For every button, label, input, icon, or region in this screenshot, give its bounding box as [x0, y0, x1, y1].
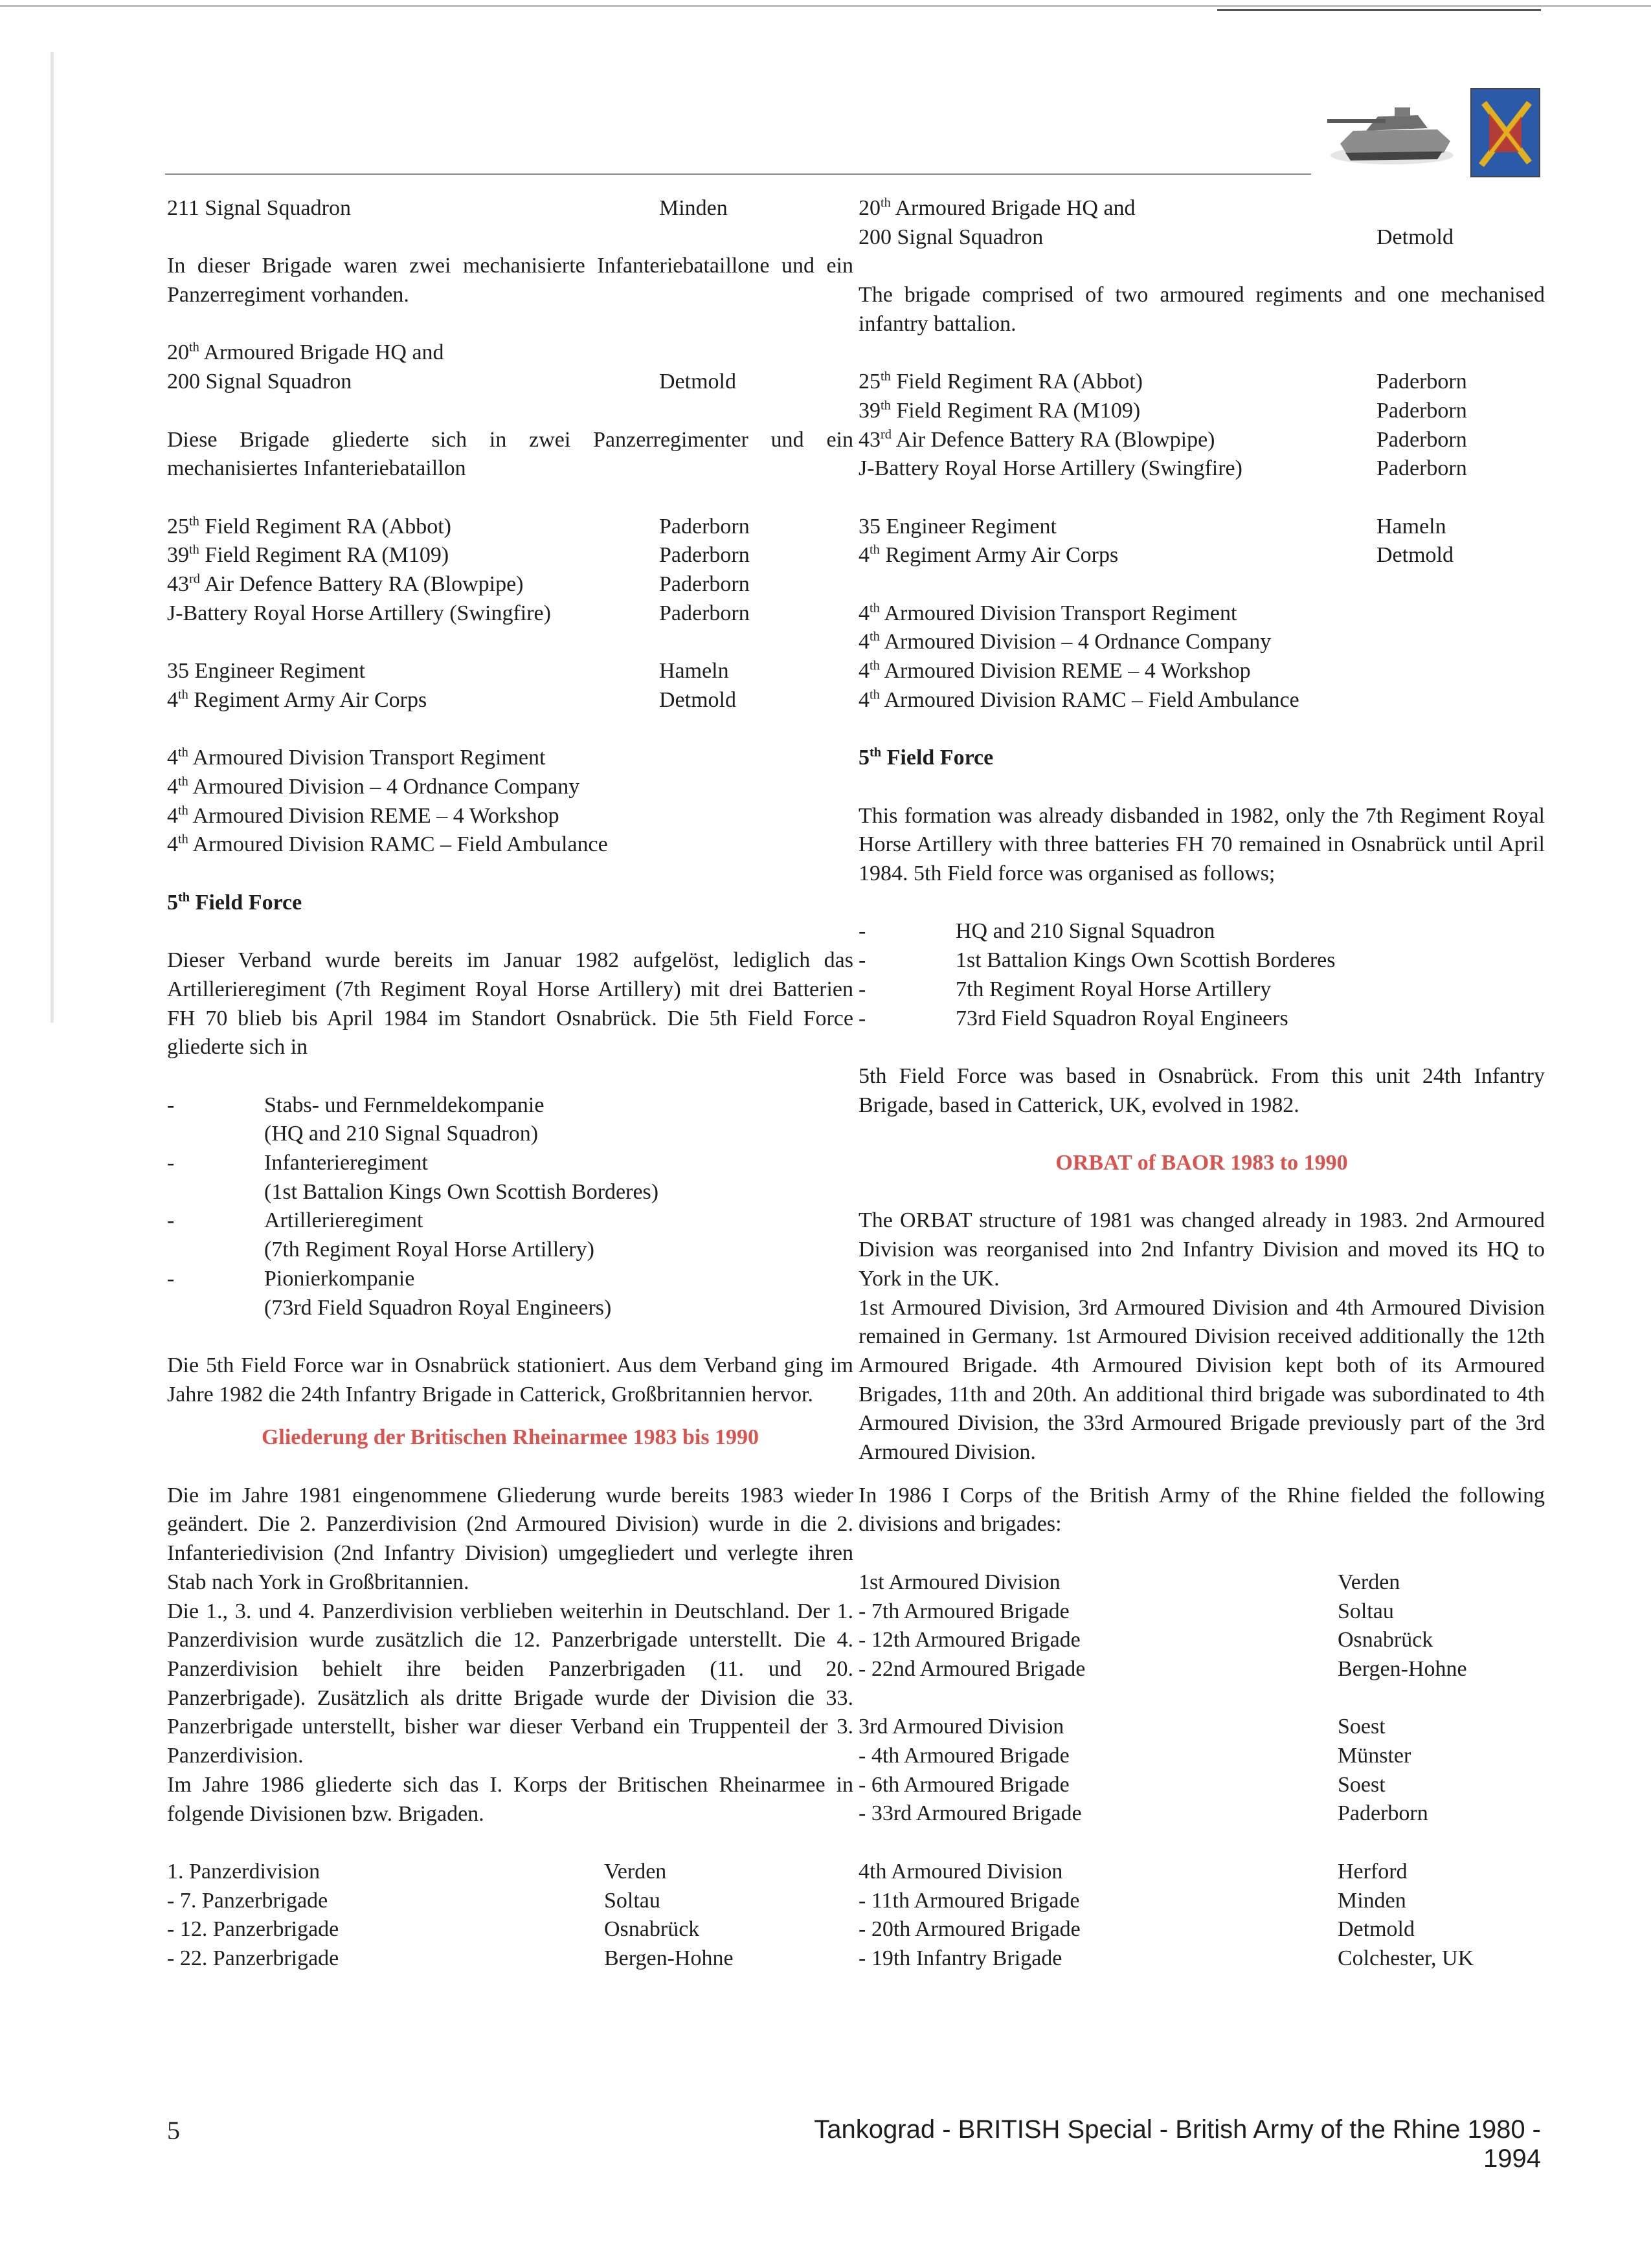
section-heading-red: Gliederung der Britischen Rheinarmee 1983 bis 1990: [261, 1425, 759, 1450]
unit-name: 211 Signal Squadron: [167, 196, 351, 220]
list-item: 4th Armoured Division RAMC – Field Ambulance: [167, 832, 608, 857]
paragraph: 5th Field Force was based in Osnabrück. From this unit 24th Infantry Brigade, based in Catterick, UK, evolved in 1982.: [859, 1063, 1545, 1117]
unit-location: Minden: [659, 196, 728, 220]
paragraph: The ORBAT structure of 1981 was changed already in 1983. 2nd Armoured Division was reorganised into 2nd Infantry Division and moved its HQ to York in the UK.: [859, 1208, 1545, 1291]
list-item: (73rd Field Squadron Royal Engineers): [264, 1295, 612, 1320]
list-item: 4th Armoured Division Transport Regiment: [167, 745, 546, 770]
list-item: (7th Regiment Royal Horse Artillery): [264, 1238, 594, 1262]
unit-row: [167, 194, 853, 223]
list-item: 4th Armoured Division – 4 Ordnance Company: [859, 630, 1272, 654]
header-rule: [165, 173, 1311, 175]
paragraph: Die 1., 3. und 4. Panzerdivision verblieben weiterhin in Deutschland. Der 1. Panzerdivision wurde zusätzlich die 12. Panzerbrigade unterstellt. Die 4. Panzerdivision behielt ihre beiden Panzerbrigaden (11. und 20. Panzerbrigade). Zusätzlich als dritte Brigade wurde der Division die 33. Panzerbrigade unterstellt, bisher war dieser Verband ein Truppenteil der 3. Panzerdivision.: [167, 1599, 853, 1768]
list-item: - 7th Regiment Royal Horse Artillery: [859, 977, 1272, 1001]
section-heading-red: ORBAT of BAOR 1983 to 1990: [1055, 1151, 1348, 1175]
left-column: [167, 194, 853, 1973]
unit-row: 200 Signal Squadron Detmold: [167, 370, 736, 394]
orbat-row: - 33rd Armoured Brigade Paderborn: [859, 1801, 1428, 1826]
list-item: - Artillerieregiment: [167, 1208, 423, 1233]
unit-row: 25th Field Regiment RA (Abbot) Paderborn: [167, 514, 750, 539]
orbat-row: - 7th Armoured Brigade Soltau: [859, 1599, 1394, 1623]
unit-row: 43rd Air Defence Battery RA (Blowpipe) Paderborn: [859, 427, 1467, 452]
paragraph: In dieser Brigade waren zwei mechanisierte Infanteriebataillone und ein Panzerregiment vorhanden.: [167, 254, 853, 307]
scan-margin-mark: [51, 52, 54, 1023]
paragraph: The brigade comprised of two armoured regiments and one mechanised infantry battalion.: [859, 283, 1545, 336]
paragraph: Dieser Verband wurde bereits im Januar 1982 aufgelöst, lediglich das Artillerieregiment (7th Regiment Royal Horse Artillery) mit drei Batterien FH 70 blieb bis April 1984 im Standort Osnabrück. Die 5th Field Force gliederte sich in: [167, 948, 853, 1060]
list-item: - HQ and 210 Signal Squadron: [859, 919, 1215, 944]
paragraph: Im Jahre 1986 gliederte sich das I. Korps der Britischen Rheinarmee in folgende Divisionen bzw. Brigaden.: [167, 1772, 853, 1826]
unit-row: J-Battery Royal Horse Artillery (Swingfire) Paderborn: [167, 601, 750, 625]
orbat-row: 4th Armoured Division Herford: [859, 1859, 1408, 1884]
list-item: 4th Armoured Division Transport Regiment: [859, 601, 1237, 625]
unit-row: 200 Signal Squadron Detmold: [859, 225, 1454, 249]
orbat-row: - 6th Armoured Brigade Soest: [859, 1772, 1386, 1797]
orbat-row: - 4th Armoured Brigade Münster: [859, 1744, 1411, 1768]
list-item: - Stabs- und Fernmeldekompanie: [167, 1093, 545, 1117]
paragraph: This formation was already disbanded in 1982, only the 7th Regiment Royal Horse Artillery with three batteries FH 70 remained in Osnabrück until April 1984. 5th Field force was organised as follows;: [859, 803, 1545, 886]
list-item: 4th Armoured Division REME – 4 Workshop: [859, 658, 1251, 684]
paragraph: In 1986 I Corps of the British Army of the Rhine fielded the following divisions and brigades:: [859, 1483, 1545, 1537]
1st-corps-crest-icon: [1470, 87, 1541, 178]
unit-row: 43rd Air Defence Battery RA (Blowpipe) Paderborn: [167, 572, 750, 597]
list-item: (1st Battalion Kings Own Scottish Borderes): [264, 1179, 659, 1204]
unit-row: 35 Engineer Regiment Hameln: [167, 659, 729, 684]
section-heading: 5th Field Force: [167, 890, 302, 915]
top-scan-line-dark: [1217, 9, 1541, 11]
orbat-row: - 7. Panzerbrigade Soltau: [167, 1888, 660, 1913]
paragraph: Diese Brigade gliederte sich in zwei Panzerregimenter und ein mechanisiertes Infanteriebataillon: [167, 427, 853, 481]
unit-row: 39th Field Regiment RA (M109) Paderborn: [167, 543, 750, 568]
list-item: - Infanterieregiment: [167, 1151, 428, 1175]
paragraph: 1st Armoured Division, 3rd Armoured Division and 4th Armoured Division remained in Germany. 1st Armoured Division received additionally the 12th Armoured Brigade. 4th Armoured Division kept both of its Armoured Brigades, 11th and 20th. An additional third brigade was subordinated to 4th Armoured Division, the 33rd Armoured Brigade previously part of the 3rd Armoured Division.: [859, 1295, 1545, 1465]
list-item: 4th Armoured Division – 4 Ordnance Company: [167, 774, 580, 799]
orbat-row: - 12th Armoured Brigade Osnabrück: [859, 1628, 1433, 1652]
orbat-row: 1. Panzerdivision Verden: [167, 1859, 667, 1884]
unit-row: 4th Regiment Army Air Corps Detmold: [859, 543, 1454, 568]
unit-row: 39th Field Regiment RA (M109) Paderborn: [859, 398, 1467, 423]
unit-row: 20th Armoured Brigade HQ and: [167, 340, 444, 365]
orbat-row: - 19th Infantry Brigade Colchester, UK: [859, 1946, 1474, 1970]
top-scan-line: [0, 5, 1651, 7]
unit-row: 20th Armoured Brigade HQ and: [859, 195, 1136, 220]
section-heading: 5th Field Force: [859, 745, 994, 770]
orbat-row: - 22. Panzerbrigade Bergen-Hohne: [167, 1946, 734, 1970]
orbat-row: 3rd Armoured Division Soest: [859, 1715, 1386, 1739]
orbat-row: 1st Armoured Division Verden: [859, 1570, 1400, 1594]
list-item: 4th Armoured Division REME – 4 Workshop: [167, 803, 559, 828]
list-item: (HQ and 210 Signal Squadron): [264, 1122, 539, 1146]
unit-row: 25th Field Regiment RA (Abbot) Paderborn: [859, 369, 1467, 394]
tank-illustration-icon: [1327, 91, 1457, 168]
unit-row: 4th Regiment Army Air Corps Detmold: [167, 687, 736, 712]
right-column: [859, 194, 1545, 1973]
page-number: 5: [167, 2116, 180, 2145]
list-item: 4th Armoured Division RAMC – Field Ambulance: [859, 687, 1299, 712]
orbat-row: - 20th Armoured Brigade Detmold: [859, 1917, 1415, 1942]
paragraph: Die 5th Field Force war in Osnabrück stationiert. Aus dem Verband ging im Jahre 1982 die 24th Infantry Brigade in Catterick, Großbritannien hervor.: [167, 1353, 853, 1406]
unit-row: 35 Engineer Regiment Hameln: [859, 514, 1446, 539]
paragraph: Die im Jahre 1981 eingenommene Gliederung wurde bereits 1983 wieder geändert. Die 2. Panzerdivision (2nd Armoured Division) wurde in die 2. Infanteriedivision (2nd Infantry Division) umgegliedert und verlegte ihren Stab nach York in Großbritannien.: [167, 1483, 853, 1594]
running-footer: Tankograd - BRITISH Special - British Army of the Rhine 1980 - 1994: [814, 2115, 1541, 2173]
unit-row: J-Battery Royal Horse Artillery (Swingfire) Paderborn: [859, 456, 1467, 481]
orbat-row: - 11th Armoured Brigade Minden: [859, 1888, 1406, 1913]
orbat-row: - 22nd Armoured Brigade Bergen-Hohne: [859, 1656, 1467, 1681]
list-item: - 73rd Field Squadron Royal Engineers: [859, 1006, 1288, 1030]
orbat-row: - 12. Panzerbrigade Osnabrück: [167, 1917, 700, 1942]
list-item: - 1st Battalion Kings Own Scottish Borderes: [859, 948, 1336, 973]
list-item: - Pionierkompanie: [167, 1266, 415, 1291]
